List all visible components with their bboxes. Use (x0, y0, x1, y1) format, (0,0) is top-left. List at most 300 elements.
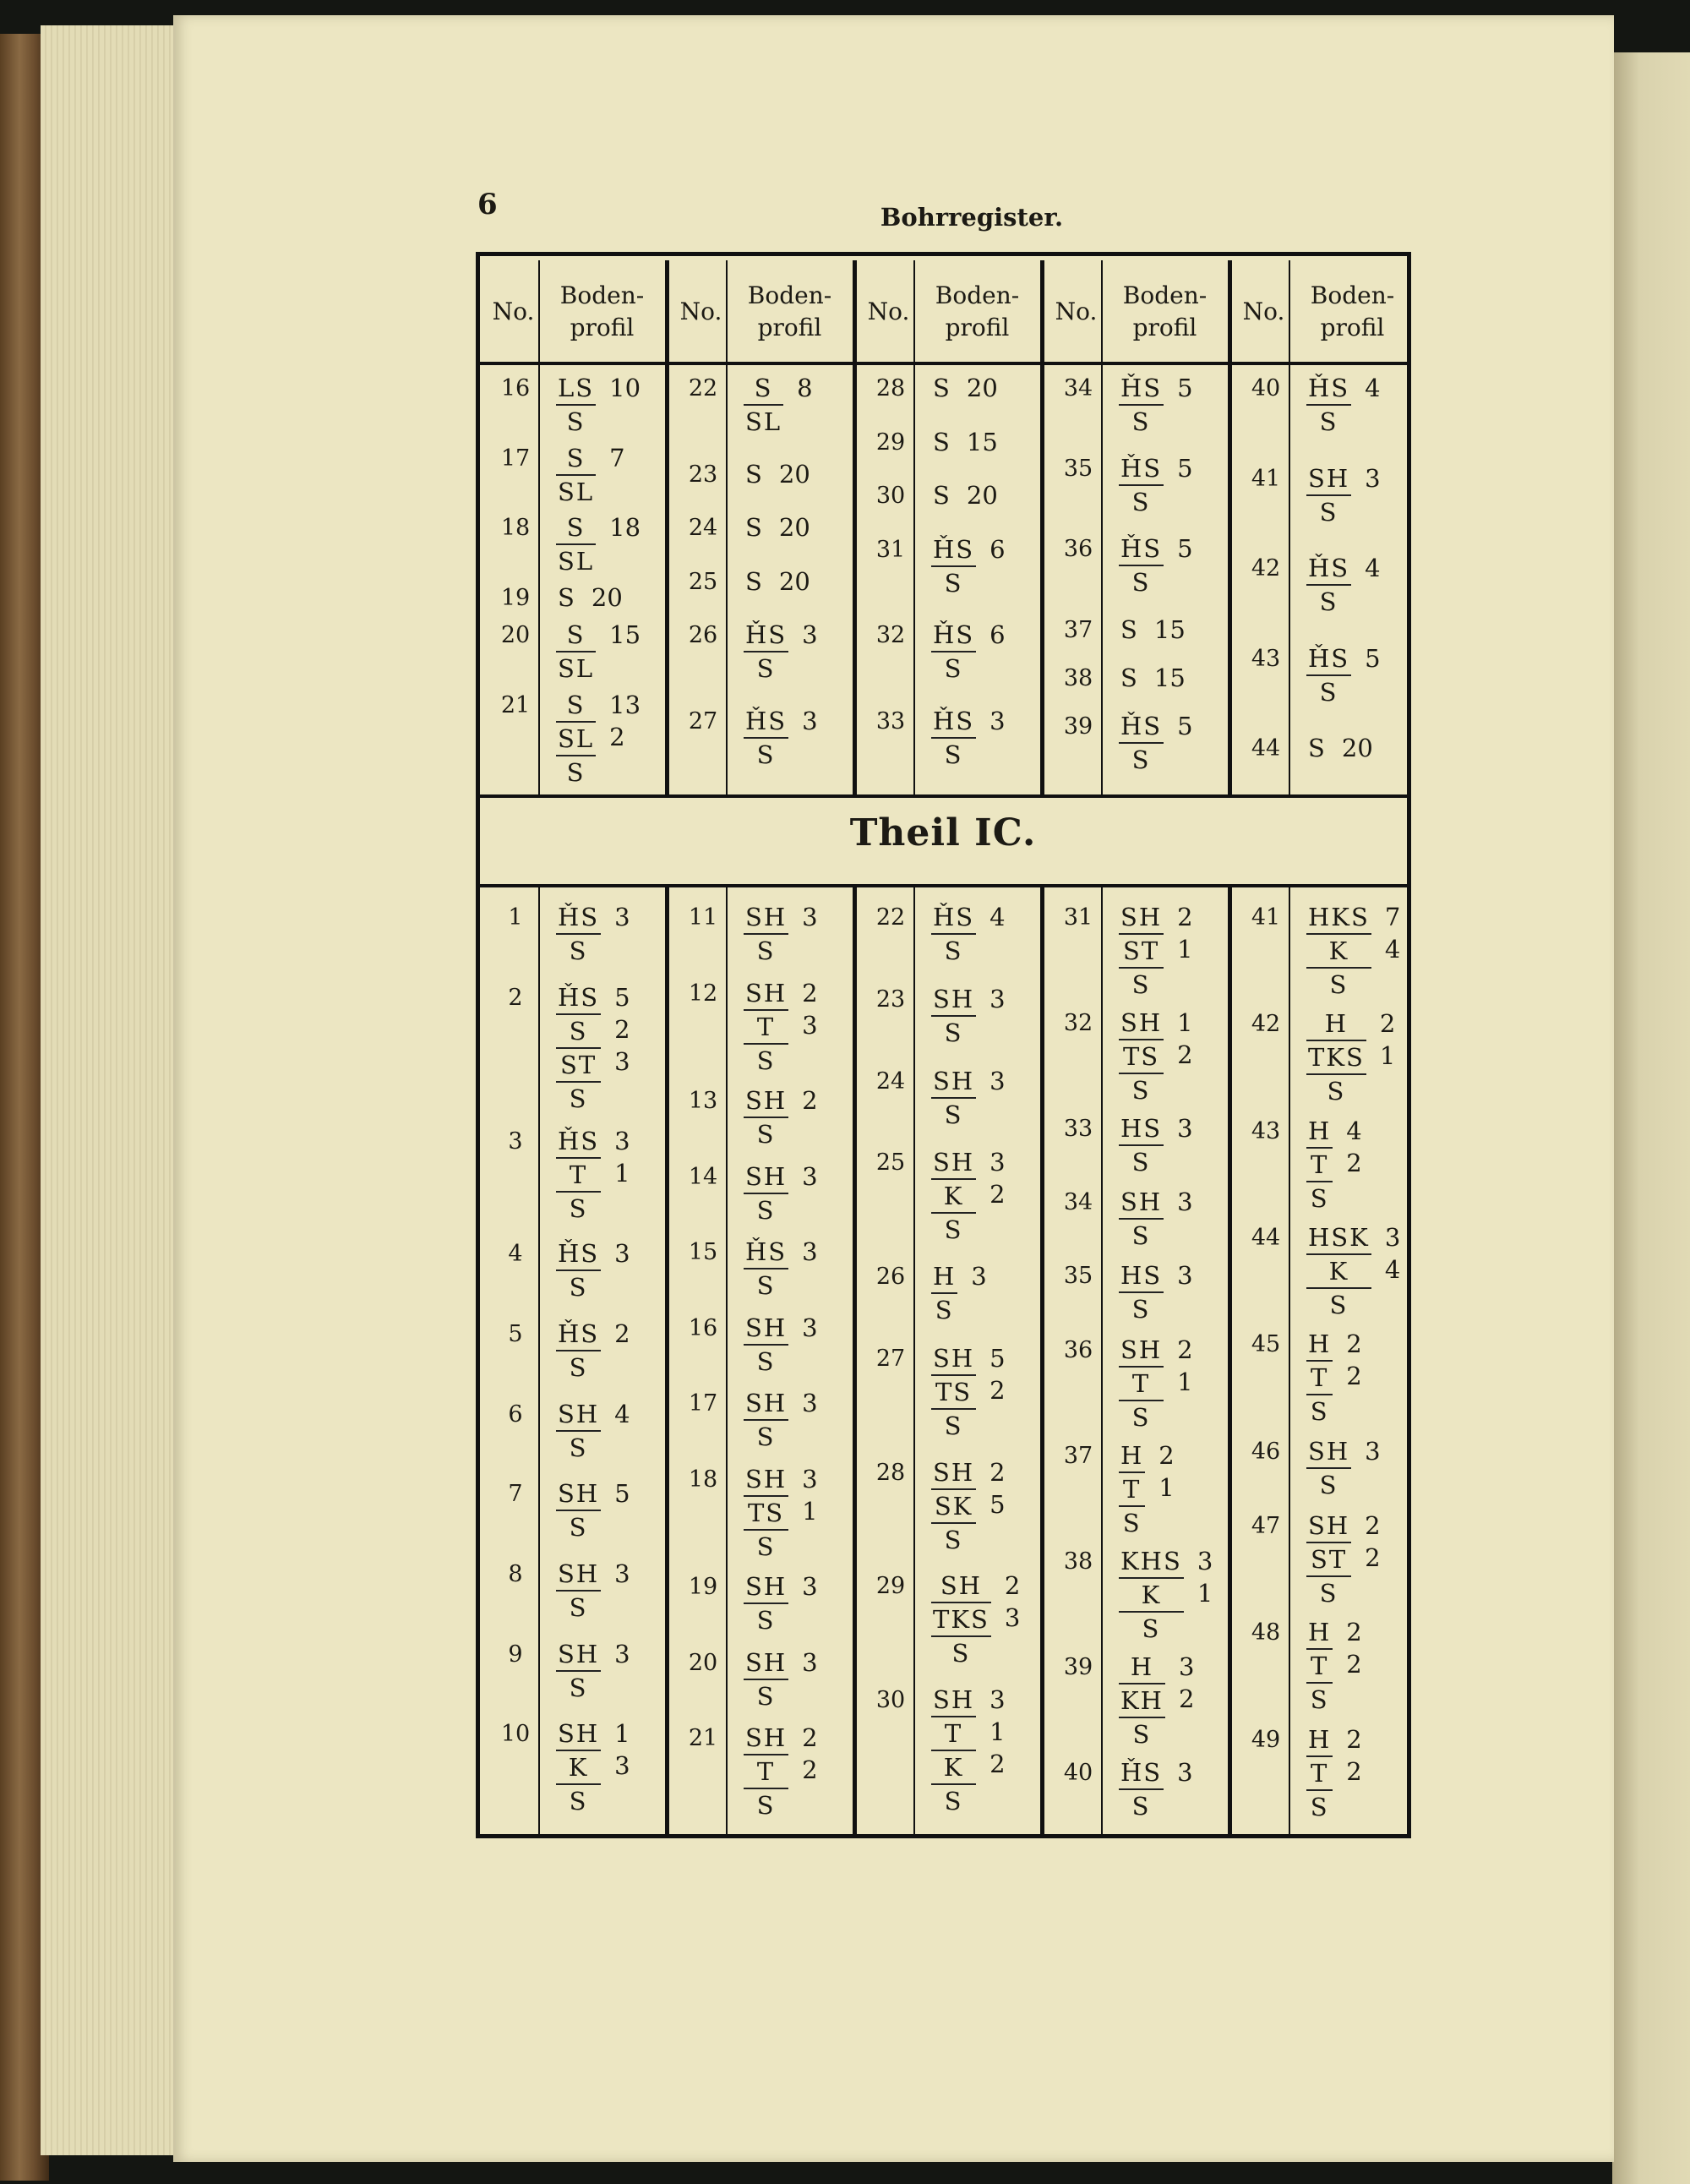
header-profile: Boden- profil (747, 281, 832, 341)
part1-entry-number: 40 (1251, 375, 1281, 401)
profile-layers (556, 511, 596, 577)
layer-depth-value: 3 (614, 903, 630, 931)
part2-soil-profile (556, 1318, 630, 1384)
soil-layer-code: S (756, 1532, 776, 1561)
layer-depth-value: 4 (1384, 1255, 1401, 1284)
layer-depth-value: 3 (1177, 1261, 1193, 1291)
part2-soil-profile (1119, 1651, 1194, 1750)
part2-entry-number: 7 (508, 1481, 523, 1508)
layer-depths (614, 1477, 630, 1510)
layer-depth-value: 20 (778, 513, 810, 542)
layer-depths (1346, 1723, 1361, 1788)
layer-depths (609, 372, 641, 404)
profile-layers (1306, 372, 1351, 438)
part2-entry-number: 3 (508, 1128, 523, 1155)
layer-depth-value: 5 (1177, 711, 1193, 740)
soil-layer-code: TS (1119, 1040, 1164, 1074)
header-no: No. (1242, 298, 1285, 325)
soil-layer-code: ȞS (744, 619, 788, 652)
profile-layers (1306, 1723, 1333, 1823)
profile-layers (744, 901, 788, 967)
layer-depths (1154, 614, 1186, 646)
soil-layer-code: SL (745, 407, 782, 436)
layer-depth-value: 2 (802, 1086, 818, 1116)
layer-depth-value: 15 (609, 620, 641, 649)
soil-layer-code: SH (931, 1342, 976, 1376)
part2-entry-number: 46 (1251, 1438, 1281, 1465)
profile-layers (556, 1717, 601, 1817)
layer-depth-value: 3 (802, 1464, 818, 1493)
soil-layer-code: T (744, 1755, 788, 1789)
soil-layer-code: SH (1119, 1334, 1164, 1368)
soil-layer-code: K (1306, 935, 1371, 969)
part1-entry-number: 41 (1251, 465, 1281, 492)
part1-soil-profile (931, 705, 1006, 771)
profile-layers (931, 533, 976, 599)
part1-entry-number: 36 (1063, 536, 1093, 563)
layer-depth-value: 3 (614, 1751, 630, 1781)
page-stack-edges (41, 25, 193, 2155)
profile-layers (1119, 1756, 1164, 1822)
part2-soil-profile (556, 1398, 630, 1464)
part2-entry-number: 29 (875, 1573, 906, 1600)
layer-depths (614, 1638, 630, 1670)
soil-layer-code: S (951, 1639, 971, 1668)
part1-entry-number: 28 (875, 375, 906, 401)
profile-layers (1119, 710, 1164, 776)
part1-entry-number: 34 (1063, 375, 1093, 401)
soil-layer-code: S (1131, 407, 1151, 436)
soil-layer-code: SH (744, 1463, 788, 1497)
soil-layer-code: SH (556, 1477, 601, 1511)
layer-depth-value: 2 (802, 1755, 818, 1785)
part1-entry-number: 23 (688, 461, 718, 488)
part2-soil-profile (744, 901, 818, 967)
layer-depth-value: 2 (1346, 1362, 1362, 1391)
profile-layers (556, 442, 596, 508)
soil-layer-code: S (1329, 1291, 1349, 1319)
profile-layers (1119, 1545, 1184, 1645)
part2-entry-number: 44 (1251, 1225, 1281, 1251)
part2-entry-number: 49 (1251, 1726, 1281, 1753)
profile-layers (931, 983, 976, 1049)
soil-layer-code: S (1319, 587, 1338, 617)
part2-entry-number: 38 (1063, 1548, 1093, 1575)
soil-layer-code: ST (1119, 935, 1164, 969)
soil-layer-code: S (1131, 970, 1151, 999)
soil-layer-code: S (1142, 1613, 1161, 1643)
part2-soil-profile (931, 1065, 1006, 1131)
layer-depth-value: 2 (989, 1457, 1006, 1487)
layer-depth-value: 3 (1384, 1223, 1401, 1252)
soil-layer-code: S (1319, 1579, 1338, 1608)
part2-entry-number: 15 (688, 1239, 718, 1266)
soil-layer-code: S (756, 1271, 776, 1301)
section-title: Theil IC. (849, 811, 1037, 854)
layer-depth-value: 8 (797, 374, 813, 402)
part1-entry-number: 29 (875, 429, 906, 456)
part1-entry-number: 38 (1063, 664, 1093, 691)
layer-depths (614, 1125, 630, 1189)
part2-entry-number: 5 (508, 1320, 523, 1347)
layer-depths (614, 1237, 630, 1269)
soil-layer-code: SH (931, 983, 976, 1017)
soil-layer-code: H (1306, 1115, 1333, 1149)
profile-layers (1306, 1115, 1333, 1215)
part1-entry-number: 37 (1063, 616, 1093, 643)
layer-depths (592, 581, 623, 614)
layer-depth-value: 1 (614, 1719, 630, 1749)
layer-depths (614, 901, 630, 933)
soil-layer-code: TS (931, 1376, 976, 1410)
layer-depth-value: 1 (1158, 1472, 1175, 1502)
soil-layer-code: S (1131, 1076, 1151, 1106)
layer-depths (1177, 1007, 1192, 1071)
layer-depth-value: 3 (802, 1010, 818, 1040)
soil-layer-code: S (756, 1606, 776, 1635)
layer-depth-value: 5 (1177, 534, 1193, 564)
part1-soil-profile (744, 619, 818, 685)
profile-layers (931, 1065, 976, 1131)
part1-entry-number: 44 (1251, 735, 1281, 762)
layer-depth-value: 3 (802, 620, 818, 649)
part2-soil-profile (556, 1638, 630, 1704)
part2-entry-number: 32 (1063, 1010, 1093, 1037)
part2-soil-profile (1119, 1186, 1193, 1252)
layer-depth-value: 3 (989, 1685, 1006, 1715)
part2-soil-profile (931, 1684, 1006, 1817)
soil-layer-code: S (944, 654, 963, 683)
layer-depth-value: 3 (989, 1066, 1006, 1095)
profile-layers (556, 581, 578, 614)
part1-soil-profile (931, 426, 998, 458)
layer-depth-value: 3 (614, 1239, 630, 1269)
facing-page-edge (1612, 52, 1690, 2184)
soil-layer-code: ȞS (1119, 710, 1164, 744)
soil-layer-code: H (1119, 1651, 1165, 1684)
soil-layer-code: SH (744, 1084, 788, 1118)
part2-soil-profile (744, 1646, 818, 1712)
soil-layer-code: ȞS (931, 619, 976, 652)
layer-depths (802, 1160, 817, 1193)
part1-entry-number: 42 (1251, 555, 1281, 582)
part2-soil-profile (744, 1463, 818, 1563)
layer-depth-value: 2 (989, 1180, 1006, 1209)
layer-depth-value: 2 (614, 1014, 630, 1044)
part2-soil-profile (744, 1236, 818, 1302)
layer-depth-value: 5 (1177, 454, 1193, 483)
profile-layers (931, 426, 953, 458)
column-separator (1040, 887, 1044, 1834)
layer-depth-value: 2 (1178, 1684, 1195, 1713)
layer-depths (1177, 1186, 1192, 1218)
profile-layers (744, 619, 788, 685)
layer-depth-value: 3 (614, 1559, 630, 1588)
soil-layer-code: SH (931, 1146, 976, 1180)
part2-soil-profile (556, 1717, 630, 1817)
part2-entry-number: 4 (508, 1241, 523, 1268)
part2-entry-number: 28 (875, 1459, 906, 1486)
layer-depth-value: 3 (989, 1148, 1006, 1177)
layer-depth-value: 7 (1384, 903, 1401, 931)
soil-layer-code: S (944, 1018, 963, 1047)
part2-entry-number: 21 (688, 1725, 718, 1752)
soil-layer-code: H (1306, 1616, 1333, 1650)
soil-layer-code: S (566, 407, 586, 436)
soil-layer-code: SL (558, 654, 595, 683)
profile-layers (1306, 552, 1351, 618)
soil-layer-code: S (1131, 1148, 1151, 1177)
layer-depths (802, 1722, 817, 1786)
profile-layers (744, 458, 766, 490)
soil-layer-code: S (756, 740, 776, 769)
layer-depth-value: 2 (1365, 1511, 1381, 1540)
part2-soil-profile (744, 1387, 818, 1453)
soil-layer-code: S (558, 582, 576, 612)
layer-depth-value: 1 (1177, 1367, 1193, 1396)
layer-depth-value: 3 (1177, 1188, 1193, 1217)
soil-layer-code: S (1131, 1221, 1151, 1251)
layer-depth-value: 3 (614, 1046, 630, 1076)
layer-depth-value: 2 (609, 722, 625, 751)
layer-depths (802, 1646, 817, 1679)
profile-layers (1119, 1259, 1164, 1325)
soil-layer-code: S (756, 1422, 776, 1452)
column-separator (1228, 887, 1232, 1834)
header-no: No. (679, 298, 722, 325)
layer-depth-value: 5 (989, 1343, 1006, 1373)
soil-layer-code: S (756, 1195, 776, 1225)
soil-layer-code: HKS (1306, 901, 1371, 935)
layer-depth-value: 2 (802, 1723, 818, 1753)
column-separator (1040, 260, 1044, 794)
column-separator (853, 260, 857, 794)
part2-entry-number: 24 (875, 1067, 906, 1095)
soil-layer-code: S (944, 1525, 963, 1554)
layer-depths (989, 1065, 1005, 1097)
part2-entry-number: 41 (1251, 904, 1281, 931)
soil-layer-code: SH (556, 1558, 601, 1592)
soil-layer-code: SH (744, 1387, 788, 1421)
layer-depths (1365, 642, 1380, 674)
profile-layers (556, 372, 596, 438)
layer-depth-value: 2 (1346, 1618, 1362, 1647)
soil-layer-code: S (569, 1194, 588, 1224)
soil-layer-code: HS (1119, 1259, 1164, 1293)
layer-depths (614, 981, 630, 1078)
layer-depth-value: 3 (802, 1389, 818, 1418)
layer-depth-value: 7 (609, 443, 625, 472)
part2-entry-number: 17 (688, 1390, 718, 1417)
soil-layer-code: S (1132, 1719, 1152, 1749)
profile-layers (1306, 1510, 1351, 1609)
part2-soil-profile (1119, 1112, 1193, 1178)
layer-depth-value: 15 (1153, 663, 1186, 692)
soil-layer-code: S (1310, 1397, 1329, 1427)
part2-soil-profile (556, 1125, 630, 1225)
layer-depths (1158, 1439, 1174, 1504)
layer-depths (1365, 1435, 1380, 1467)
profile-layers (744, 1646, 788, 1712)
layer-depth-value: 2 (1004, 1571, 1021, 1601)
layer-depth-value: 3 (989, 706, 1006, 735)
soil-layer-code: T (556, 1159, 601, 1193)
part2-entry-number: 16 (688, 1314, 718, 1341)
layer-depth-value: 10 (609, 374, 641, 402)
soil-layer-code: TS (744, 1497, 788, 1531)
soil-layer-code: S (569, 1787, 588, 1816)
profile-layers (1119, 614, 1141, 646)
soil-layer-code: S (1131, 1295, 1151, 1324)
layer-depths (802, 619, 817, 651)
part1-entry-number: 19 (500, 584, 531, 611)
layer-depths (609, 619, 641, 651)
soil-layer-code: T (1306, 1149, 1333, 1182)
layer-depths (614, 1398, 630, 1430)
layer-depth-value: 6 (989, 620, 1006, 649)
profile-layers (931, 1456, 976, 1556)
header-no: No. (1055, 298, 1098, 325)
layer-depths (614, 1717, 630, 1782)
soil-layer-code: SH (556, 1638, 601, 1672)
layer-depth-value: 6 (989, 534, 1006, 564)
layer-depths (1177, 372, 1192, 404)
layer-depth-value: 2 (1177, 903, 1193, 931)
part1-entry-number: 16 (500, 375, 531, 401)
running-head: Bohrregister. (880, 203, 1064, 232)
profile-layers (556, 1638, 601, 1704)
profile-layers (556, 1477, 601, 1543)
layer-depths (802, 1084, 817, 1117)
profile-layers (1119, 1334, 1164, 1433)
profile-layers (556, 689, 596, 789)
profile-layers (556, 1398, 601, 1464)
layer-depth-value: 2 (1346, 1724, 1362, 1754)
soil-layer-code: S (1310, 1792, 1329, 1821)
soil-layer-code: S (933, 374, 951, 402)
profile-layers (1119, 901, 1164, 1001)
soil-layer-code: SL (556, 723, 596, 756)
soil-layer-code: SH (1306, 1510, 1351, 1543)
profile-layers (1119, 1112, 1164, 1178)
layer-depths (989, 619, 1005, 651)
profile-layers (931, 619, 976, 685)
part1-entry-number: 20 (500, 622, 531, 648)
layer-depth-value: 3 (802, 1647, 818, 1677)
part2-entry-number: 33 (1063, 1116, 1093, 1143)
profile-layers (1306, 1221, 1371, 1321)
part1-soil-profile (744, 372, 813, 438)
part2-entry-number: 14 (688, 1163, 718, 1190)
part2-soil-profile (1119, 1334, 1193, 1433)
layer-depths (1365, 372, 1380, 404)
part2-soil-profile (931, 1456, 1006, 1556)
layer-depth-value: 2 (1365, 1543, 1381, 1572)
profile-layers (744, 1570, 788, 1636)
soil-layer-code: S (1131, 488, 1151, 517)
layer-depth-value: 15 (1153, 614, 1186, 644)
profile-layers (556, 1318, 601, 1384)
soil-layer-code: S (944, 1787, 963, 1816)
profile-layers (1119, 532, 1164, 598)
soil-layer-code: S (745, 566, 764, 596)
part1-entry-number: 31 (875, 536, 906, 563)
part2-entry-number: 22 (875, 904, 906, 931)
layer-depth-value: 3 (1004, 1603, 1021, 1633)
part2-entry-number: 2 (508, 984, 523, 1011)
profile-layers (556, 1125, 601, 1225)
layer-depths (1005, 1570, 1020, 1634)
layer-depths (609, 689, 641, 753)
part1-soil-profile (1306, 552, 1381, 618)
soil-layer-code: T (1119, 1368, 1164, 1401)
soil-layer-code: KHS (1119, 1545, 1184, 1579)
profile-layers (931, 479, 953, 511)
column-inner-rule (538, 887, 540, 1834)
layer-depth-value: 3 (1365, 1436, 1381, 1466)
soil-layer-code: ȞS (1306, 552, 1351, 586)
layer-depth-value: 3 (802, 1313, 818, 1342)
part2-soil-profile (556, 981, 630, 1115)
profile-layers (1306, 1328, 1333, 1428)
profile-layers (931, 1146, 976, 1246)
soil-layer-code: S (1327, 1077, 1346, 1106)
layer-depth-value: 20 (1341, 734, 1373, 763)
profile-layers (1119, 662, 1141, 694)
layer-depths (1342, 732, 1373, 764)
layer-depths (1380, 1007, 1395, 1072)
part2-entry-number: 12 (688, 980, 718, 1007)
profile-layers (1119, 1651, 1165, 1750)
part2-soil-profile (1306, 1435, 1381, 1501)
layer-depth-value: 1 (1197, 1578, 1213, 1608)
profile-layers (931, 1342, 976, 1442)
layer-depth-value: 3 (1177, 1757, 1193, 1787)
header-no: No. (492, 298, 535, 325)
layer-depths (1154, 662, 1186, 694)
soil-layer-code: K (1119, 1579, 1184, 1613)
page-number: 6 (477, 188, 498, 221)
header-profile: Boden- profil (1122, 281, 1208, 341)
soil-layer-code: SH (1306, 462, 1351, 496)
layer-depth-value: 3 (802, 1572, 818, 1602)
part2-entry-number: 37 (1063, 1442, 1093, 1469)
part2-soil-profile (744, 1570, 818, 1636)
soil-layer-code: H (1306, 1723, 1333, 1757)
part2-entry-number: 6 (508, 1400, 523, 1428)
profile-layers (931, 372, 953, 404)
layer-depths (989, 705, 1005, 737)
layer-depth-value: 3 (989, 984, 1006, 1013)
layer-depth-value: 2 (1158, 1440, 1175, 1470)
layer-depths (1197, 1545, 1213, 1609)
header-no: No. (867, 298, 910, 325)
layer-depth-value: 3 (1177, 1114, 1193, 1144)
section-title-rule (480, 884, 1407, 887)
layer-depth-value: 4 (614, 1399, 630, 1428)
part1-soil-profile (1306, 372, 1381, 438)
part2-soil-profile (1306, 901, 1400, 1001)
layer-depth-value: 20 (966, 481, 998, 510)
layer-depths (1177, 1756, 1192, 1788)
part1-entry-number: 33 (875, 707, 906, 734)
part1-entry-number: 43 (1251, 645, 1281, 672)
soil-layer-code: S (933, 427, 951, 456)
soil-layer-code: S (556, 689, 596, 723)
part2-soil-profile (1119, 1545, 1213, 1645)
part1-soil-profile (1119, 372, 1193, 438)
soil-layer-code: T (1306, 1757, 1333, 1791)
